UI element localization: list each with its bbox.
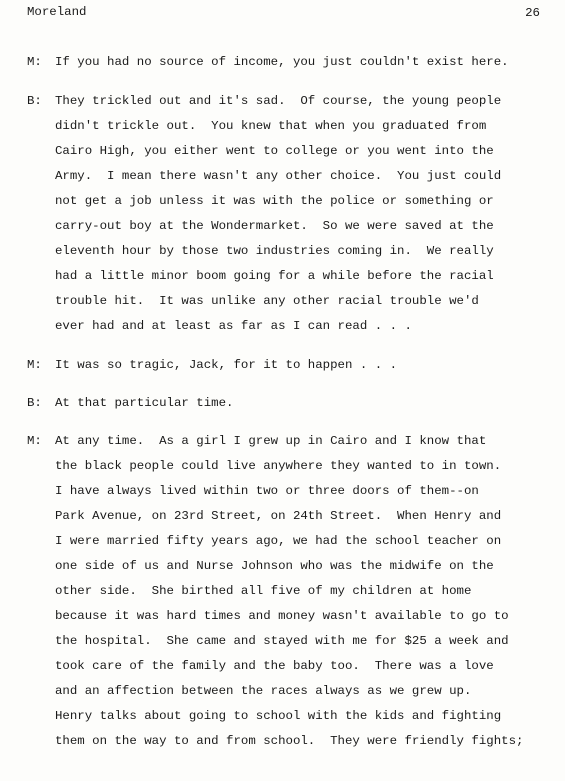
entry-text [55, 89, 555, 339]
text-line: Henry talks about going to school with the kids and fighting [55, 709, 502, 723]
speaker-label: B: [27, 396, 42, 410]
text-line: the hospital. She came and stayed with me for $25 a week and [55, 634, 509, 648]
text-line: carry-out boy at the Wondermarket. So we were saved at the [55, 219, 494, 233]
text-line: them on the way to and from school. They were friendly fights; [55, 734, 524, 748]
text-line: didn't trickle out. You knew that when you graduated from [55, 119, 487, 133]
text-line: They trickled out and it's sad. Of course, the young people [55, 94, 502, 108]
text-line: ever had and at least as far as I can read . . . [55, 319, 412, 333]
speaker-label: M: [27, 358, 42, 372]
text-line: trouble hit. It was unlike any other racial trouble we'd [55, 294, 479, 308]
entry-text [55, 391, 555, 416]
page-number: 26 [525, 6, 540, 20]
text-line: Army. I mean there wasn't any other choice. You just could [55, 169, 502, 183]
text-line: because it was hard times and money wasn't available to go to [55, 609, 509, 623]
text-line: had a little minor boom going for a while before the racial [55, 269, 494, 283]
text-line: At any time. As a girl I grew up in Cairo and I know that [55, 434, 487, 448]
entry-text [55, 50, 555, 75]
text-line: not get a job unless it was with the police or something or [55, 194, 494, 208]
text-line: I have always lived within two or three doors of them--on [55, 484, 479, 498]
speaker-label: M: [27, 55, 42, 69]
text-line: one side of us and Nurse Johnson who was the midwife on the [55, 559, 494, 573]
text-line: and an affection between the races always as we grew up. [55, 684, 472, 698]
speaker-label: B: [27, 94, 42, 108]
text-line: Park Avenue, on 23rd Street, on 24th Street. When Henry and [55, 509, 502, 523]
text-line: eleventh hour by those two industries coming in. We really [55, 244, 494, 258]
speaker-label: M: [27, 434, 42, 448]
running-header-name: Moreland [27, 5, 87, 19]
text-line: At that particular time. [55, 396, 234, 410]
text-line: other side. She birthed all five of my children at home [55, 584, 472, 598]
entry-text [55, 429, 555, 754]
text-line: It was so tragic, Jack, for it to happen . . . [55, 358, 398, 372]
text-line: Cairo High, you either went to college or you went into the [55, 144, 494, 158]
text-line: If you had no source of income, you just couldn't exist here. [55, 55, 509, 69]
text-line: took care of the family and the baby too. There was a love [55, 659, 494, 673]
text-line: the black people could live anywhere they wanted to in town. [55, 459, 502, 473]
text-line: I were married fifty years ago, we had the school teacher on [55, 534, 502, 548]
entry-text [55, 353, 555, 378]
